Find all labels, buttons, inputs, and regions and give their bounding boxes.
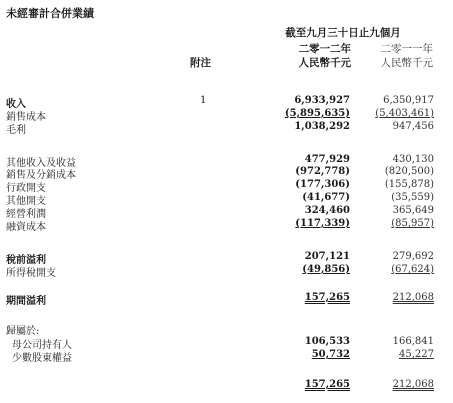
value-2012: (972,778) — [295, 166, 350, 177]
value-2011: 6,350,917 — [383, 95, 434, 106]
row-income-tax — [0, 264, 453, 277]
value-2012: 6,933,927 — [294, 95, 350, 106]
value-2012: 50,732 — [311, 349, 350, 360]
value-2012: (117,339) — [295, 218, 350, 229]
row-label: 其他收入及收益 — [6, 158, 76, 169]
row-label: 銷售及分銷成本 — [6, 170, 76, 181]
value-2011: 430,130 — [392, 154, 434, 165]
value-2012: (41,677) — [302, 192, 350, 203]
value-2011: 212,068 — [392, 379, 434, 390]
row-gross-profit — [0, 121, 453, 134]
row-note: 1 — [200, 95, 207, 106]
value-2011: 365,649 — [392, 205, 434, 216]
value-2011: (67,624) — [391, 264, 434, 275]
row-label: 稅前溢利 — [6, 255, 46, 266]
row-label: 收入 — [6, 99, 26, 110]
period-heading: 截至九月三十日止九個月 — [285, 27, 401, 39]
value-2011: (85,957) — [391, 218, 434, 229]
row-finance-costs — [0, 218, 453, 231]
row-admin-expenses — [0, 179, 453, 192]
value-2011: (820,500) — [384, 166, 434, 177]
value-2011: (35,559) — [391, 192, 434, 203]
row-label: 毛利 — [6, 125, 26, 136]
row-other-expenses — [0, 192, 453, 205]
row-label: 其他開支 — [6, 196, 46, 207]
row-distribution-costs — [0, 166, 453, 179]
row-label: 融資成本 — [6, 222, 46, 233]
value-2011: 166,841 — [392, 336, 434, 347]
row-profit-before-tax — [0, 251, 453, 264]
row-cost-of-sales — [0, 108, 453, 121]
note-column-header: 附注 — [190, 57, 211, 69]
row-label: 少數股東權益 — [12, 353, 72, 364]
value-2011: (5,403,461) — [375, 108, 434, 119]
value-2011: 45,227 — [399, 349, 434, 360]
col2-year: 二零一一年 — [380, 43, 433, 55]
value-2012: 1,038,292 — [294, 121, 350, 132]
value-2012: 157,265 — [304, 292, 350, 303]
row-profit-for-period — [0, 292, 453, 305]
value-2012: (49,856) — [302, 264, 350, 275]
row-label: 所得稅開支 — [6, 268, 56, 279]
row-label: 銷售成本 — [6, 112, 46, 123]
col2-unit: 人民幣千元 — [380, 57, 433, 69]
row-label: 經營利潤 — [6, 209, 46, 220]
row-operating-profit — [0, 205, 453, 218]
value-2012: 477,929 — [304, 154, 350, 165]
col1-unit: 人民幣千元 — [298, 57, 351, 69]
value-2011: 212,068 — [392, 292, 434, 303]
statement-title: 未經審計合併業績 — [6, 7, 94, 20]
value-2012: 324,460 — [304, 205, 350, 216]
row-attributable-to — [0, 322, 453, 335]
row-minority-interests — [0, 349, 453, 362]
row-label: 歸屬於: — [6, 326, 40, 337]
row-label: 期間溢利 — [6, 296, 46, 307]
value-2012: (177,306) — [295, 179, 350, 190]
col1-year: 二零一二年 — [298, 43, 351, 55]
row-attributable-total — [0, 379, 453, 392]
row-revenue — [0, 95, 453, 108]
value-2011: (155,878) — [384, 179, 434, 190]
row-label: 行政開支 — [6, 183, 46, 194]
value-2012: 207,121 — [304, 251, 350, 262]
value-2012: (5,895,635) — [284, 108, 350, 119]
value-2012: 106,533 — [304, 336, 350, 347]
row-label: 母公司持有人 — [12, 340, 72, 351]
value-2012: 157,265 — [304, 379, 350, 390]
value-2011: 947,456 — [392, 121, 434, 132]
row-owners-of-parent — [0, 336, 453, 349]
value-2011: 279,692 — [392, 251, 434, 262]
